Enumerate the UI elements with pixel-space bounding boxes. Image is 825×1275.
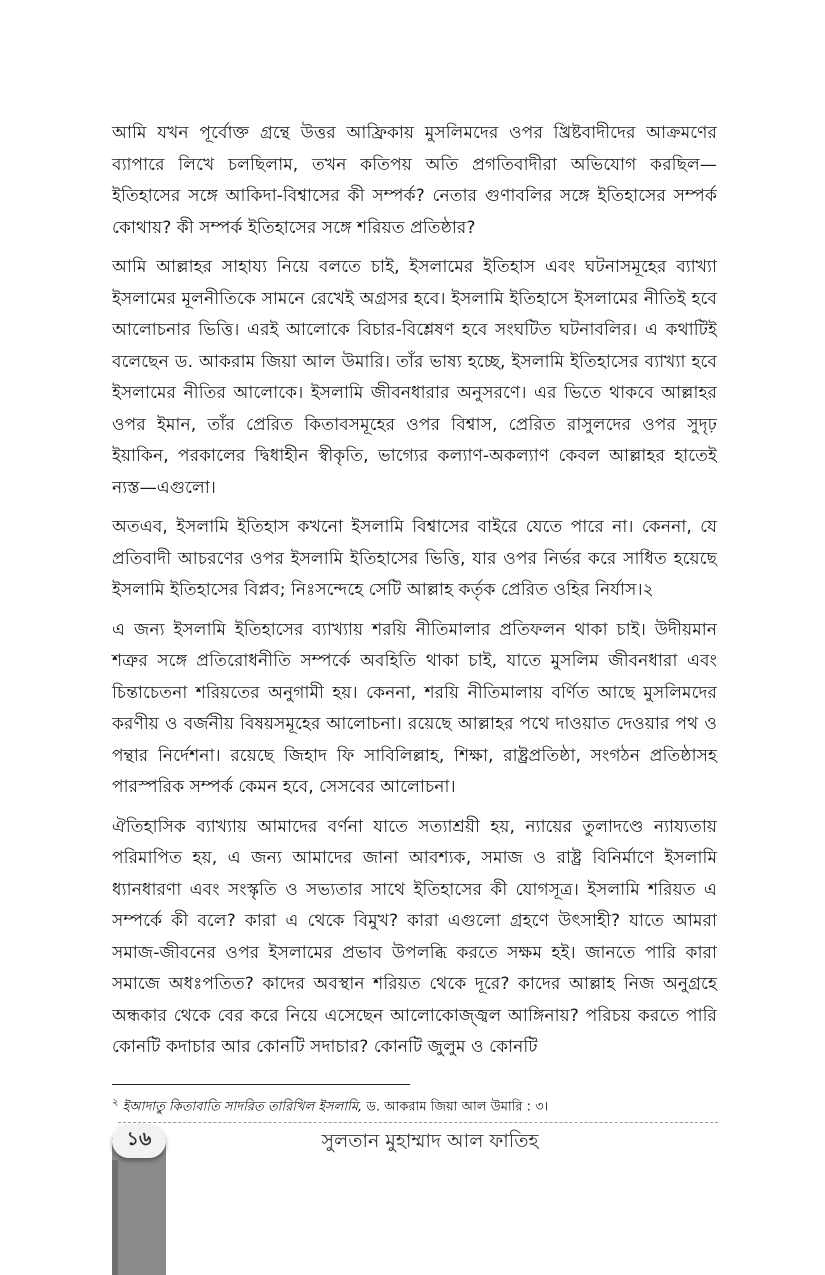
page-number: ১৬ xyxy=(112,1124,166,1158)
paragraph-2: আমি আল্লাহর সাহায্য নিয়ে বলতে চাই, ইসলামের ইতিহাস এবং ঘটনাসমূহের ব্যাখ্যা ইসলামের মূলনীতিকে সামনে রেখেই অগ্রসর হবে। ইসলামি ইতিহাসে ইসলামের নীতিই হবে আলোচনার ভিত্তি। এরই আলোকে বিচার-বিশ্লেষণ হবে সংঘটিত ঘটনাবলির। এ কথাটিই বলেছেন ড. আকরাম জিয়া আল উমারি। তাঁর ভাষ্য হচ্ছে, ইসলামি ইতিহাসের ব্যাখ্যা হবে ইসলামের নীতির আলোকে। ইসলামি জীবনধারার অনুসরণে। এর ভিতে থাকবে আল্লাহর ওপর ইমান, তাঁর প্রেরিত কিতাবসমূহের ওপর বিশ্বাস, প্রেরিত রাসুলদের ওপর সুদৃঢ় ইয়াকিন, পরকালের দ্বিধাহীন স্বীকৃতি, ভাগ্যের কল্যাণ-অকল্যাণ কেবল আল্লাহর হাতেই ন্যস্ত—এগুলো। xyxy=(112,257,717,498)
page-tab-bar xyxy=(112,1138,166,1275)
footnote-source-author: ড. আকরাম জিয়া আল উমারি : ৩। xyxy=(366,1099,549,1115)
paragraph-4: এ জন্য ইসলামি ইতিহাসের ব্যাখ্যায় শরয়ি নীতিমালার প্রতিফলন থাকা চাই। উদীয়মান শত্রুর সঙ্গে প্রতিরোধনীতি সম্পর্কে অবহিতি থাকা চাই, যাতে মুসলিম জীবনধারা এবং চিন্তাচেতনা শরিয়তের অনুগামী হয়। কেননা, শরয়ি নীতিমালায় বর্ণিত আছে মুসলিমদের করণীয় ও বর্জনীয় বিষয়সমূহের আলোচনা। রয়েছে আল্লাহর পথে দাওয়াত দেওয়ার পথ ও পন্থার নির্দেশনা। রয়েছে জিহাদ ফি সাবিলিল্লাহ, শিক্ষা, রাষ্ট্রপ্রতিষ্ঠা, সংগঠন প্রতিষ্ঠাসহ পারস্পরিক সম্পর্ক কেমন হবে, সেসবের আলোচনা। xyxy=(112,619,717,797)
footnote-source-title: ইআদাতু কিতাবাতি সাদরিত তারিখিল ইসলামি, xyxy=(122,1099,363,1115)
body-text xyxy=(112,118,717,1072)
page-tab-shadow xyxy=(112,1160,118,1275)
footnote xyxy=(112,1094,717,1116)
paragraph-3: অতএব, ইসলামি ইতিহাস কখনো ইসলামি বিশ্বাসের বাইরে যেতে পারে না। কেননা, যে প্রতিবাদী আচরণের ওপর ইসলামি ইতিহাসের ভিত্তি, যার ওপর নির্ভর করে সাধিত হয়েছে ইসলামি ইতিহাসের বিপ্লব; নিঃসন্দেহে সেটি আল্লাহ কর্তৃক প্রেরিত ওহির নির্যাস।২ xyxy=(112,517,717,600)
footer-dotted-divider xyxy=(118,1122,718,1123)
footnote-mark: ২ xyxy=(112,1097,119,1108)
paragraph-1: আমি যখন পূর্বোক্ত গ্রন্থে উত্তর আফ্রিকায় মুসলিমদের ওপর খ্রিষ্টবাদীদের আক্রমণের ব্যাপারে লিখে চলছিলাম, তখন কতিপয় অতি প্রগতিবাদীরা অভিযোগ করছিল—ইতিহাসের সঙ্গে আকিদা-বিশ্বাসের কী সম্পর্ক? নেতার গুণাবলির সঙ্গে ইতিহাসের সম্পর্ক কোথায়? কী সম্পর্ক ইতিহাসের সঙ্গে শরিয়ত প্রতিষ্ঠার? xyxy=(112,123,717,238)
footnote-divider xyxy=(112,1084,410,1085)
running-title: সুলতান মুহাম্মাদ আল ফাতিহ xyxy=(321,1130,539,1152)
paragraph-5: ঐতিহাসিক ব্যাখ্যায় আমাদের বর্ণনা যাতে সত্যাশ্রয়ী হয়, ন্যায়ের তুলাদণ্ডে ন্যায্যতায় পরিমাপিত হয়, এ জন্য আমাদের জানা আবশ্যক, সমাজ ও রাষ্ট্র বিনির্মাণে ইসলামি ধ্যানধারণা এবং সংস্কৃতি ও সভ্যতার সাথে ইতিহাসের কী যোগসূত্র। ইসলামি শরিয়ত এ সম্পর্কে কী বলে? কারা এ থেকে বিমুখ? কারা এগুলো গ্রহণে উৎসাহী? যাতে আমরা সমাজ-জীবনের ওপর ইসলামের প্রভাব উপলব্ধি করতে সক্ষম হই। জানতে পারি কারা সমাজে অধঃপতিত? কাদের অবস্থান শরিয়ত থেকে দূরে? কাদের আল্লাহ নিজ অনুগ্রহে অন্ধকার থেকে বের করে নিয়ে এসেছেন আলোকোজ্জ্বল আঙ্গিনায়? পরিচয় করতে পারি কোনটি কদাচার আর কোনটি সদাচার? কোনটি জুলুম ও কোনটি xyxy=(112,816,717,1057)
